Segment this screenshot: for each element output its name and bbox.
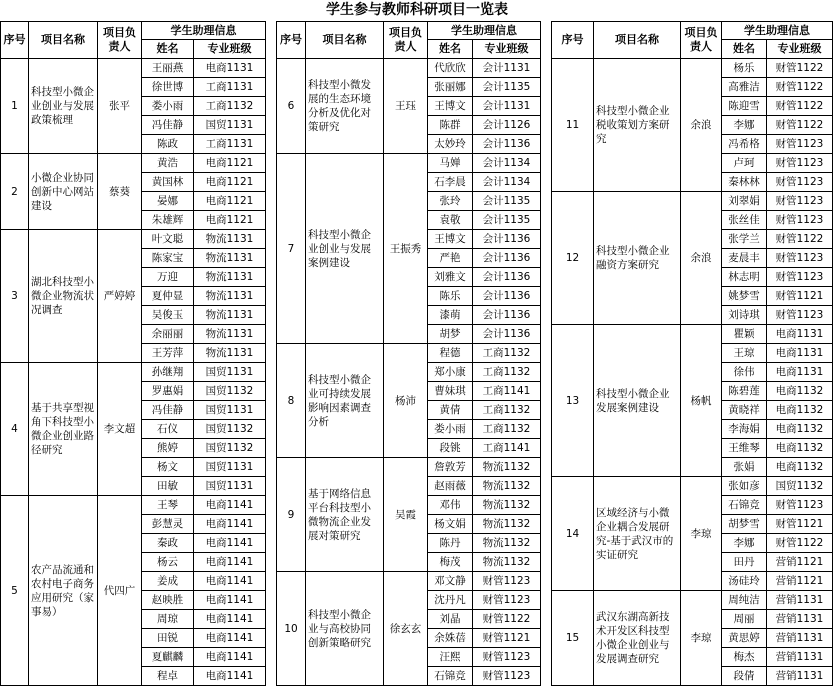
student-name: 刘晶: [428, 610, 473, 629]
header-seq: 序号: [552, 22, 594, 59]
project-seq: 8: [277, 344, 306, 458]
project-leader: 李琼: [681, 477, 722, 591]
student-name: 周琼: [142, 610, 194, 629]
student-class: 电商1132: [767, 420, 833, 439]
student-name: 余丽丽: [142, 325, 194, 344]
table-row: [1, 363, 266, 382]
student-name: 石锦竞: [722, 496, 767, 515]
student-name: 叶文聪: [142, 230, 194, 249]
student-name: 胡梦: [428, 325, 473, 344]
student-class: 财管1123: [473, 648, 541, 667]
student-class: 电商1121: [194, 154, 266, 173]
student-name: 陈碧莲: [722, 382, 767, 401]
student-name: 徐世博: [142, 78, 194, 97]
table-row: [552, 59, 833, 78]
student-class: 物流1131: [194, 230, 266, 249]
student-class: 工商1132: [194, 97, 266, 116]
student-class: 财管1122: [767, 116, 833, 135]
student-class: 物流1132: [473, 458, 541, 477]
student-name: 石锦竞: [428, 667, 473, 686]
student-class: 国贸1132: [194, 382, 266, 401]
student-class: 物流1132: [473, 515, 541, 534]
student-name: 张丝佳: [722, 211, 767, 230]
header-project: 项目名称: [306, 22, 384, 59]
student-class: 财管1123: [473, 572, 541, 591]
student-class: 营销1121: [767, 572, 833, 591]
project-leader: 代四广: [98, 496, 142, 686]
project-leader: 严婷婷: [98, 230, 142, 363]
student-name: 姚梦雪: [722, 287, 767, 306]
project-seq: 4: [1, 363, 29, 496]
student-class: 会计1136: [473, 325, 541, 344]
student-class: 电商1121: [194, 192, 266, 211]
project-leader: 王振秀: [384, 154, 428, 344]
project-seq: 13: [552, 325, 594, 477]
project-table-left: [0, 21, 266, 686]
student-name: 冯佳静: [142, 116, 194, 135]
student-class: 会计1136: [473, 306, 541, 325]
student-class: 财管1122: [767, 78, 833, 97]
header-name: 姓名: [428, 40, 473, 59]
student-class: 电商1141: [194, 515, 266, 534]
table-row: [552, 192, 833, 211]
project-leader: 杨帆: [681, 325, 722, 477]
project-seq: 3: [1, 230, 29, 363]
student-class: 工商1141: [473, 439, 541, 458]
project-leader: 吴霞: [384, 458, 428, 572]
project-leader: 蔡葵: [98, 154, 142, 230]
table-row: [552, 477, 833, 496]
student-name: 秦林林: [722, 173, 767, 192]
student-class: 财管1123: [767, 268, 833, 287]
student-name: 田丹: [722, 553, 767, 572]
header-assistant: 学生助理信息: [428, 22, 541, 40]
student-class: 会计1135: [473, 192, 541, 211]
student-class: 物流1131: [194, 287, 266, 306]
header-leader: 项目负责人: [681, 22, 722, 59]
student-class: 营销1121: [767, 553, 833, 572]
student-class: 国贸1131: [194, 116, 266, 135]
project-leader: 李琼: [681, 591, 722, 686]
project-seq: 12: [552, 192, 594, 325]
project-table-middle: [276, 21, 541, 686]
student-class: 会计1126: [473, 116, 541, 135]
student-class: 物流1131: [194, 306, 266, 325]
student-name: 林志明: [722, 268, 767, 287]
student-class: 电商1121: [194, 211, 266, 230]
student-class: 物流1132: [473, 477, 541, 496]
student-name: 徐伟: [722, 363, 767, 382]
student-class: 会计1136: [473, 230, 541, 249]
student-name: 黄浩: [142, 154, 194, 173]
student-name: 段倩: [722, 667, 767, 686]
student-name: 田敏: [142, 477, 194, 496]
student-class: 电商1132: [767, 439, 833, 458]
project-name: 科技型小微企业税收策划方案研究: [594, 59, 681, 192]
project-name: 小微企业协同创新中心网站建设: [29, 154, 98, 230]
project-name: 科技型小微企业发展案例建设: [594, 325, 681, 477]
student-name: 陈群: [428, 116, 473, 135]
student-name: 刘诗琪: [722, 306, 767, 325]
student-class: 物流1131: [194, 249, 266, 268]
student-class: 电商1141: [194, 572, 266, 591]
project-seq: 9: [277, 458, 306, 572]
student-class: 营销1131: [767, 648, 833, 667]
table-row: [277, 59, 541, 78]
student-name: 胡梦雪: [722, 515, 767, 534]
student-class: 会计1131: [473, 97, 541, 116]
table-row: [277, 154, 541, 173]
student-class: 电商1131: [767, 325, 833, 344]
student-name: 姜成: [142, 572, 194, 591]
student-class: 财管1122: [767, 534, 833, 553]
project-name: 科技型小微企业与高校协同创新策略研究: [306, 572, 384, 686]
student-name: 石李晨: [428, 173, 473, 192]
student-name: 陈迎雪: [722, 97, 767, 116]
student-name: 王琴: [142, 496, 194, 515]
student-name: 陈乐: [428, 287, 473, 306]
student-class: 财管1123: [767, 192, 833, 211]
student-class: 电商1141: [194, 667, 266, 686]
student-class: 财管1121: [473, 629, 541, 648]
student-class: 电商1141: [194, 553, 266, 572]
project-leader: 王珏: [384, 59, 428, 154]
project-leader: 余浪: [681, 59, 722, 192]
project-name: 科技型小微发展的生态环境分析及优化对策研究: [306, 59, 384, 154]
student-class: 电商1132: [767, 458, 833, 477]
student-name: 冯佳静: [142, 401, 194, 420]
student-name: 陈政: [142, 135, 194, 154]
table-row: [277, 572, 541, 591]
student-name: 高雅洁: [722, 78, 767, 97]
student-class: 工商1132: [473, 363, 541, 382]
project-name: 基于网络信息平台科技型小微物流企业发展对策研究: [306, 458, 384, 572]
project-name: 科技型小微企业创业与发展案例建设: [306, 154, 384, 344]
project-name: 农产品流通和农村电子商务应用研究（家事易）: [29, 496, 98, 686]
student-name: 汤硅玲: [722, 572, 767, 591]
project-leader: 徐玄玄: [384, 572, 428, 686]
student-class: 会计1136: [473, 135, 541, 154]
student-name: 漆萌: [428, 306, 473, 325]
project-leader: 李文超: [98, 363, 142, 496]
student-name: 程德: [428, 344, 473, 363]
student-name: 梅茂: [428, 553, 473, 572]
student-class: 财管1123: [767, 496, 833, 515]
student-class: 电商1141: [194, 591, 266, 610]
project-seq: 2: [1, 154, 29, 230]
student-name: 夏麒麟: [142, 648, 194, 667]
header-class: 专业班级: [767, 40, 833, 59]
table-row: [552, 591, 833, 610]
student-class: 电商1141: [194, 629, 266, 648]
student-class: 物流1132: [473, 496, 541, 515]
student-name: 杨文: [142, 458, 194, 477]
student-name: 代欣欣: [428, 59, 473, 78]
student-name: 王琼: [722, 344, 767, 363]
student-class: 财管1122: [767, 97, 833, 116]
student-name: 夏仲显: [142, 287, 194, 306]
student-name: 朱雄辉: [142, 211, 194, 230]
student-name: 王博文: [428, 97, 473, 116]
student-class: 工商1132: [473, 344, 541, 363]
student-name: 秦政: [142, 534, 194, 553]
student-name: 彭慧灵: [142, 515, 194, 534]
student-name: 杨乐: [722, 59, 767, 78]
student-name: 石仪: [142, 420, 194, 439]
student-class: 电商1141: [194, 648, 266, 667]
student-name: 郑小康: [428, 363, 473, 382]
student-class: 财管1122: [767, 59, 833, 78]
project-seq: 1: [1, 59, 29, 154]
student-name: 张如彦: [722, 477, 767, 496]
header-leader: 项目负责人: [98, 22, 142, 59]
student-class: 财管1123: [767, 173, 833, 192]
student-class: 电商1141: [194, 534, 266, 553]
student-class: 工商1131: [194, 78, 266, 97]
student-name: 吴俊玉: [142, 306, 194, 325]
student-class: 会计1136: [473, 287, 541, 306]
student-class: 工商1132: [473, 420, 541, 439]
student-name: 梅杰: [722, 648, 767, 667]
student-class: 电商1141: [194, 496, 266, 515]
page-title: 学生参与教师科研项目一览表: [326, 2, 508, 18]
project-seq: 5: [1, 496, 29, 686]
student-class: 营销1131: [767, 610, 833, 629]
project-seq: 15: [552, 591, 594, 686]
student-class: 财管1122: [767, 230, 833, 249]
header-leader: 项目负责人: [384, 22, 428, 59]
student-name: 杨文娟: [428, 515, 473, 534]
table-row: [277, 344, 541, 363]
student-class: 国贸1131: [194, 458, 266, 477]
student-name: 黄思婷: [722, 629, 767, 648]
student-class: 会计1136: [473, 249, 541, 268]
student-name: 张丽娜: [428, 78, 473, 97]
project-leader: 余浪: [681, 192, 722, 325]
student-class: 会计1136: [473, 268, 541, 287]
project-seq: 14: [552, 477, 594, 591]
header-project: 项目名称: [594, 22, 681, 59]
project-name: 科技型小微企业可持续发展影响因素调查分析: [306, 344, 384, 458]
student-name: 卢珂: [722, 154, 767, 173]
student-class: 财管1123: [473, 667, 541, 686]
header-name: 姓名: [142, 40, 194, 59]
student-name: 黄晓祥: [722, 401, 767, 420]
student-name: 邓伟: [428, 496, 473, 515]
header-class: 专业班级: [194, 40, 266, 59]
student-class: 国贸1132: [194, 439, 266, 458]
student-name: 瞿颖: [722, 325, 767, 344]
student-name: 王丽燕: [142, 59, 194, 78]
student-class: 电商1141: [194, 610, 266, 629]
student-name: 杨云: [142, 553, 194, 572]
project-seq: 11: [552, 59, 594, 192]
table-row: [552, 325, 833, 344]
student-class: 国贸1132: [194, 420, 266, 439]
student-name: 程卓: [142, 667, 194, 686]
student-name: 刘雅文: [428, 268, 473, 287]
student-name: 孙继翔: [142, 363, 194, 382]
student-name: 晏娜: [142, 192, 194, 211]
student-name: 黄倩: [428, 401, 473, 420]
student-name: 田锐: [142, 629, 194, 648]
student-class: 营销1131: [767, 629, 833, 648]
table-row: [277, 458, 541, 477]
header-seq: 序号: [277, 22, 306, 59]
student-class: 物流1132: [473, 553, 541, 572]
student-name: 麦晨丰: [722, 249, 767, 268]
student-name: 曹妹琪: [428, 382, 473, 401]
student-name: 沈丹凡: [428, 591, 473, 610]
student-class: 财管1121: [767, 287, 833, 306]
student-class: 会计1134: [473, 173, 541, 192]
student-class: 国贸1131: [194, 477, 266, 496]
student-class: 会计1135: [473, 78, 541, 97]
student-class: 财管1123: [767, 135, 833, 154]
student-name: 袁敬: [428, 211, 473, 230]
student-class: 工商1131: [194, 135, 266, 154]
student-class: 国贸1131: [194, 363, 266, 382]
project-name: 基于共享型视角下科技型小微企业创业路径研究: [29, 363, 98, 496]
student-name: 段铫: [428, 439, 473, 458]
student-class: 工商1141: [473, 382, 541, 401]
student-name: 邓文静: [428, 572, 473, 591]
student-name: 周丽: [722, 610, 767, 629]
student-name: 张学兰: [722, 230, 767, 249]
student-name: 詹敦芳: [428, 458, 473, 477]
student-name: 赵雨薇: [428, 477, 473, 496]
student-class: 财管1123: [473, 591, 541, 610]
student-class: 会计1131: [473, 59, 541, 78]
student-name: 李娜: [722, 534, 767, 553]
header-name: 姓名: [722, 40, 767, 59]
student-name: 王博文: [428, 230, 473, 249]
student-class: 国贸1132: [767, 477, 833, 496]
student-name: 冯希格: [722, 135, 767, 154]
header-assistant: 学生助理信息: [142, 22, 266, 40]
student-class: 电商1131: [767, 344, 833, 363]
project-seq: 6: [277, 59, 306, 154]
student-class: 财管1122: [473, 610, 541, 629]
student-class: 电商1132: [767, 401, 833, 420]
student-name: 周纯洁: [722, 591, 767, 610]
table-row: [1, 230, 266, 249]
project-seq: 7: [277, 154, 306, 344]
header-assistant: 学生助理信息: [722, 22, 833, 40]
student-name: 余姝蓓: [428, 629, 473, 648]
student-class: 会计1134: [473, 154, 541, 173]
student-name: 陈丹: [428, 534, 473, 553]
student-name: 黄国林: [142, 173, 194, 192]
student-class: 工商1132: [473, 401, 541, 420]
student-name: 马婵: [428, 154, 473, 173]
student-name: 太妙玲: [428, 135, 473, 154]
student-class: 财管1123: [767, 249, 833, 268]
student-class: 会计1135: [473, 211, 541, 230]
student-class: 物流1131: [194, 344, 266, 363]
project-name: 武汉东湖高新技术开发区科技型小微企业创业与发展调查研究: [594, 591, 681, 686]
project-leader: 张平: [98, 59, 142, 154]
header-seq: 序号: [1, 22, 29, 59]
student-class: 财管1123: [767, 211, 833, 230]
table-row: [1, 59, 266, 78]
student-class: 物流1132: [473, 534, 541, 553]
project-seq: 10: [277, 572, 306, 686]
student-class: 物流1131: [194, 268, 266, 287]
student-class: 电商1131: [767, 363, 833, 382]
student-name: 李海娟: [722, 420, 767, 439]
student-name: 张娟: [722, 458, 767, 477]
student-name: 李娜: [722, 116, 767, 135]
student-name: 王芳萍: [142, 344, 194, 363]
student-name: 王维琴: [722, 439, 767, 458]
student-class: 物流1131: [194, 325, 266, 344]
student-class: 电商1131: [194, 59, 266, 78]
student-class: 财管1123: [767, 306, 833, 325]
project-name: 科技型小微企业创业与发展政策梳理: [29, 59, 98, 154]
student-name: 严艳: [428, 249, 473, 268]
project-name: 湖北科技型小微企业物流状况调查: [29, 230, 98, 363]
student-class: 国贸1131: [194, 401, 266, 420]
project-table-right: [551, 21, 833, 686]
student-name: 万迎: [142, 268, 194, 287]
student-class: 营销1131: [767, 591, 833, 610]
student-name: 陈家宝: [142, 249, 194, 268]
student-name: 张玲: [428, 192, 473, 211]
project-name: 科技型小微企业融资方案研究: [594, 192, 681, 325]
student-name: 汪熙: [428, 648, 473, 667]
student-class: 营销1131: [767, 667, 833, 686]
header-class: 专业班级: [473, 40, 541, 59]
student-class: 财管1121: [767, 515, 833, 534]
student-name: 熊婷: [142, 439, 194, 458]
student-name: 赵映胜: [142, 591, 194, 610]
student-name: 罗惠娟: [142, 382, 194, 401]
header-project: 项目名称: [29, 22, 98, 59]
table-row: [1, 154, 266, 173]
project-leader: 杨沛: [384, 344, 428, 458]
student-class: 电商1121: [194, 173, 266, 192]
project-name: 区域经济与小微企业耦合发展研究-基于武汉市的实证研究: [594, 477, 681, 591]
student-name: 娄小雨: [142, 97, 194, 116]
student-class: 电商1132: [767, 382, 833, 401]
student-name: 刘翠娟: [722, 192, 767, 211]
student-class: 财管1123: [767, 154, 833, 173]
student-name: 娄小雨: [428, 420, 473, 439]
table-row: [1, 496, 266, 515]
